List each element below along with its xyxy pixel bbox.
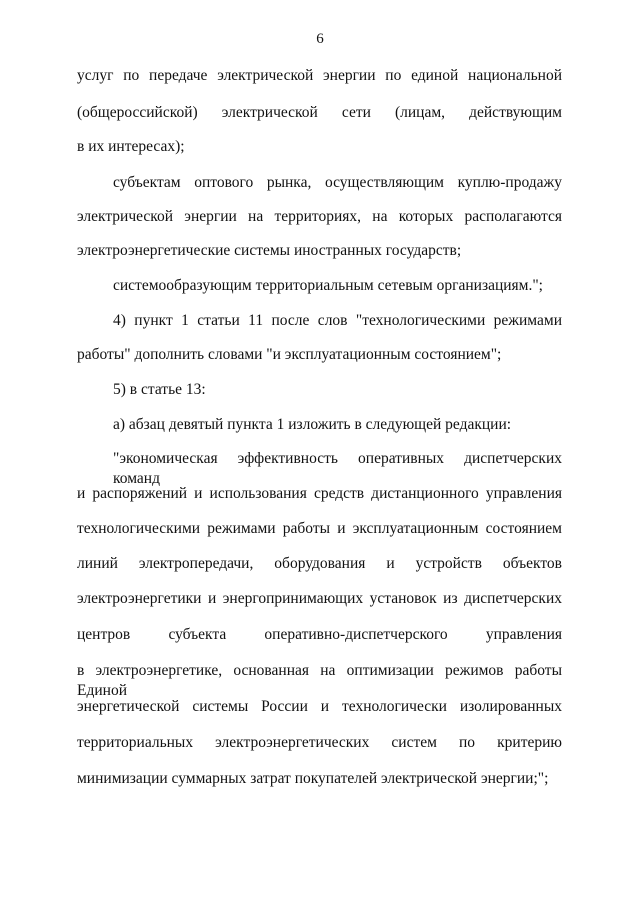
text-line: "экономическая эффективность оперативных диспетчерских команд	[113, 450, 562, 487]
text-line: в их интересах);	[77, 138, 185, 155]
text-line: а) абзац девятый пункта 1 изложить в следующей редакции:	[113, 416, 512, 433]
text-line: линий электропередачи, оборудования и устройств объектов	[77, 555, 562, 572]
text-line: электроэнергетические системы иностранных государств;	[77, 242, 462, 259]
text-line: минимизации суммарных затрат покупателей электрической энергии;";	[77, 770, 549, 787]
text-line: 5) в статье 13:	[113, 381, 206, 398]
text-line: услуг по передаче электрической энергии по единой национальной	[77, 67, 562, 84]
text-line: центров субъекта оперативно-диспетчерского управления	[77, 626, 562, 643]
text-line: 4) пункт 1 статьи 11 после слов "технологическими режимами	[113, 312, 562, 329]
text-line: субъектам оптового рынка, осуществляющим куплю-продажу	[113, 174, 562, 191]
text-line: энергетической системы России и технологически изолированных	[77, 698, 562, 715]
text-line: системообразующим территориальным сетевым организациям.";	[113, 277, 543, 294]
text-line: работы" дополнить словами "и эксплуатационным состоянием";	[77, 346, 502, 363]
text-line: в электроэнергетике, основанная на оптимизации режимов работы Единой	[77, 662, 562, 699]
text-line: электрической энергии на территориях, на которых располагаются	[77, 208, 562, 225]
page-number: 6	[316, 31, 324, 47]
text-line: территориальных электроэнергетических систем по критерию	[77, 734, 562, 751]
text-line: технологическими режимами работы и эксплуатационным состоянием	[77, 520, 562, 537]
text-line: (общероссийской) электрической сети (лицам, действующим	[77, 104, 562, 121]
text-line: электроэнергетики и энергопринимающих установок из диспетчерских	[77, 590, 562, 607]
text-line: и распоряжений и использования средств дистанционного управления	[77, 485, 562, 502]
